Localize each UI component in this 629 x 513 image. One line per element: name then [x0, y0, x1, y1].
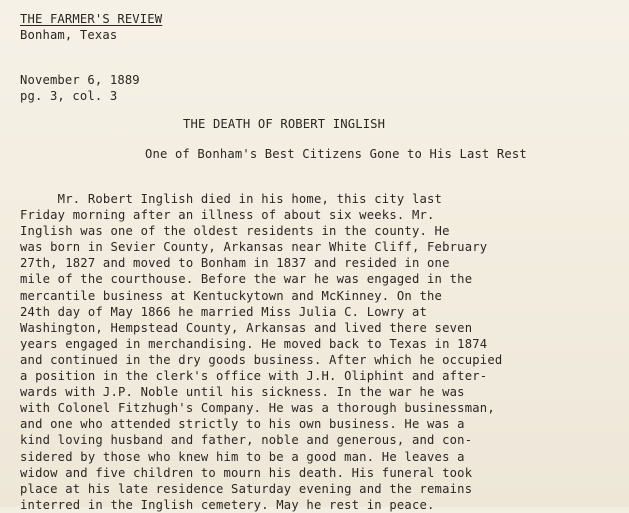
citation-page: pg. 3, col. 3 [20, 89, 118, 103]
article-line: Washington, Hempstead County, Arkansas and lived there seven [20, 320, 473, 335]
article-line: sidered by those who knew him to be a good man. He leaves a [20, 449, 465, 464]
article-line: mile of the courthouse. Before the war he was engaged in the [20, 272, 473, 287]
article-line: Friday morning after an illness of about six weeks. Mr. [20, 208, 435, 223]
article-line: place at his late residence Saturday evening and the remains [20, 481, 473, 496]
article-line: Inglish was one of the oldest residents in the county. He [20, 224, 450, 239]
article-line: kind loving husband and father, noble and generous, and con- [20, 433, 473, 448]
article-line: widow and five children to mourn his death. His funeral took [20, 465, 473, 480]
article-line: and one who attended strictly to his own business. He was a [20, 417, 465, 432]
article-headline: THE DEATH OF ROBERT INGLISH [183, 117, 386, 131]
article-line: was born in Sevier County, Arkansas near White Cliff, February [20, 240, 488, 255]
article-line: with Colonel Fitzhugh's Company. He was a thorough businessman, [20, 401, 495, 416]
article-line: interred in the Inglish cemetery. May he rest in peace. [20, 497, 435, 512]
article-line: Mr. Robert Inglish died in his home, this city last [20, 192, 443, 206]
article-line: 27th, 1827 and moved to Bonham in 1837 and resided in one [20, 256, 450, 271]
article-line: wards with J.P. Noble until his sickness. In the war he was [20, 385, 465, 400]
publication-location: Bonham, Texas [20, 28, 118, 42]
publication-title: THE FARMER'S REVIEW [20, 12, 163, 26]
citation-date: November 6, 1889 [20, 73, 140, 87]
article-line: 24th day of May 1866 he married Miss Julia C. Lowry at [20, 304, 428, 319]
article-subheadline: One of Bonham's Best Citizens Gone to His Last Rest [145, 147, 527, 161]
article-line: years engaged in merchandising. He moved back to Texas in 1874 [20, 336, 488, 351]
article-line: and continued in the dry goods business. After which he occupied [20, 352, 503, 367]
article-body [20, 191, 620, 513]
article-line: a position in the clerk's office with J.H. Oliphint and after- [20, 369, 488, 384]
article-line: mercantile business at Kentuckytown and McKinney. On the [20, 288, 443, 303]
